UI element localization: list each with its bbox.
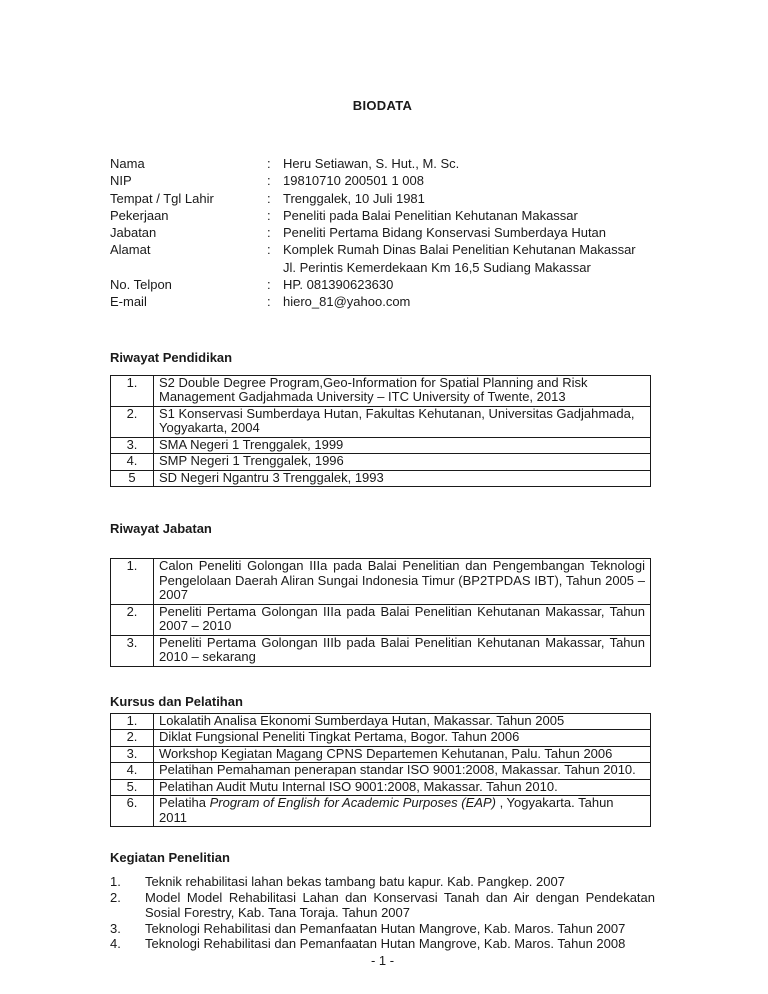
- profile-value: hiero_81@yahoo.com: [283, 294, 411, 310]
- row-number: 6.: [111, 796, 154, 827]
- table-row: [111, 796, 651, 827]
- row-text: S2 Double Degree Program,Geo-Information for Spatial Planning and Risk Management Gadjahmada University – ITC University of Twente, 2013: [154, 375, 651, 406]
- list-item-number: 3.: [110, 920, 121, 936]
- table-row: [111, 763, 651, 780]
- list-item-number: 4.: [110, 936, 121, 952]
- list-item: [110, 936, 655, 952]
- list-item-text: Teknologi Rehabilitasi dan Pemanfaatan Hutan Mangrove, Kab. Maros. Tahun 2007: [145, 920, 626, 936]
- table-row: [111, 437, 651, 454]
- row-number: 1.: [111, 375, 154, 406]
- profile-label: Tempat / Tgl Lahir: [110, 190, 214, 206]
- address-line-1: Komplek Rumah Dinas Balai Penelitian Kehutanan Makassar: [283, 242, 636, 258]
- row-text-suffix: , Yogyakarta. Tahun 2011: [159, 795, 614, 825]
- profile-row-pekerjaan: [110, 207, 655, 224]
- table-row: [111, 713, 651, 730]
- profile-row-tempat-tgl-lahir: [110, 190, 655, 207]
- list-item-text: Model Model Rehabilitasi Lahan dan Konservasi Tanah dan Air dengan Pendekatan Sosial Forestry, Kab. Tana Toraja. Tahun 2007: [145, 889, 655, 921]
- row-text: SMA Negeri 1 Trenggalek, 1999: [154, 437, 651, 454]
- row-text: [154, 796, 651, 827]
- row-text-italic: Program of English for Academic Purposes (EAP): [209, 795, 496, 811]
- row-text: SD Negeri Ngantru 3 Trenggalek, 1993: [154, 470, 651, 487]
- row-text: SMP Negeri 1 Trenggalek, 1996: [154, 454, 651, 471]
- profile-section: [110, 155, 655, 311]
- positions-table: [110, 558, 651, 667]
- profile-value: 19810710 200501 1 008: [283, 173, 424, 189]
- table-row: [111, 454, 651, 471]
- row-text: Peneliti Pertama Golongan IIIa pada Balai Penelitian Kehutanan Makassar, Tahun 2007 – 2010: [154, 604, 651, 635]
- profile-label: NIP: [110, 173, 132, 189]
- profile-separator: :: [267, 190, 271, 206]
- row-number: 2.: [111, 730, 154, 747]
- table-row: [111, 730, 651, 747]
- row-text: Calon Peneliti Golongan IIIa pada Balai Penelitian dan Pengembangan Teknologi Pengelolaan Daerah Aliran Sungai Indonesia Timur (BP2TPDAS IBT), Tahun 2005 – 2007: [154, 559, 651, 605]
- profile-label: Jabatan: [110, 225, 157, 241]
- row-number: 4.: [111, 763, 154, 780]
- row-text-prefix: Pelatiha: [159, 795, 210, 811]
- row-number: 4.: [111, 454, 154, 471]
- list-item: [110, 921, 655, 937]
- address-line-2: Jl. Perintis Kemerdekaan Km 16,5 Sudiang Makassar: [283, 259, 591, 275]
- profile-value: [283, 241, 655, 276]
- profile-label: Pekerjaan: [110, 207, 169, 223]
- profile-label: Nama: [110, 156, 145, 171]
- list-item-number: 1.: [110, 874, 121, 890]
- page-number: - 1 -: [370, 952, 395, 968]
- list-item-text: Teknik rehabilitasi lahan bekas tambang batu kapur. Kab. Pangkep. 2007: [145, 874, 565, 890]
- row-number: 5: [111, 470, 154, 487]
- profile-value: Peneliti pada Balai Penelitian Kehutanan Makassar: [283, 207, 578, 223]
- profile-separator: :: [267, 242, 271, 258]
- list-item: [110, 874, 655, 890]
- table-row: [111, 635, 651, 666]
- list-item-number: 2.: [110, 889, 121, 905]
- row-number: 1.: [111, 713, 154, 730]
- profile-separator: :: [267, 225, 271, 241]
- section-heading-riwayat-jabatan: Riwayat Jabatan: [110, 521, 212, 537]
- profile-label: No. Telpon: [110, 277, 172, 293]
- profile-row-nip: [110, 172, 655, 189]
- profile-value: Trenggalek, 10 Juli 1981: [283, 190, 425, 206]
- profile-value: HP. 081390623630: [283, 277, 394, 293]
- profile-separator: :: [267, 156, 271, 171]
- section-heading-kursus-pelatihan: Kursus dan Pelatihan: [110, 693, 243, 709]
- row-text: Pelatihan Audit Mutu Internal ISO 9001:2008, Makassar. Tahun 2010.: [154, 779, 651, 796]
- research-list: [110, 874, 655, 952]
- row-text: Workshop Kegiatan Magang CPNS Departemen Kehutanan, Palu. Tahun 2006: [154, 746, 651, 763]
- row-number: 2.: [111, 604, 154, 635]
- table-row: [111, 779, 651, 796]
- profile-row-jabatan: [110, 224, 655, 241]
- profile-row-email: [110, 293, 655, 310]
- row-number: 1.: [111, 559, 154, 605]
- training-table: [110, 713, 651, 828]
- row-text: Lokalatih Analisa Ekonomi Sumberdaya Hutan, Makassar. Tahun 2005: [154, 713, 651, 730]
- table-row: [111, 406, 651, 437]
- row-text: S1 Konservasi Sumberdaya Hutan, Fakultas Kehutanan, Universitas Gadjahmada, Yogyakarta, 2004: [154, 406, 651, 437]
- profile-row-nama: [110, 155, 655, 172]
- section-heading-riwayat-pendidikan: Riwayat Pendidikan: [110, 349, 233, 365]
- table-row: [111, 559, 651, 605]
- list-item: [110, 890, 655, 921]
- profile-value: Peneliti Pertama Bidang Konservasi Sumberdaya Hutan: [283, 225, 607, 241]
- table-row: [111, 746, 651, 763]
- profile-value: Heru Setiawan, S. Hut., M. Sc.: [283, 156, 460, 171]
- profile-label: Alamat: [110, 242, 151, 258]
- row-number: 5.: [111, 779, 154, 796]
- profile-separator: :: [267, 294, 271, 310]
- education-table: [110, 375, 651, 488]
- profile-row-alamat: [110, 241, 655, 276]
- profile-separator: :: [267, 173, 271, 189]
- document-title: BIODATA: [352, 98, 413, 113]
- row-number: 3.: [111, 437, 154, 454]
- table-row: [111, 375, 651, 406]
- row-text: Pelatihan Pemahaman penerapan standar ISO 9001:2008, Makassar. Tahun 2010.: [154, 763, 651, 780]
- profile-separator: :: [267, 277, 271, 293]
- table-row: [111, 470, 651, 487]
- row-text: Diklat Fungsional Peneliti Tingkat Pertama, Bogor. Tahun 2006: [154, 730, 651, 747]
- section-heading-kegiatan-penelitian: Kegiatan Penelitian: [110, 850, 230, 866]
- row-number: 3.: [111, 746, 154, 763]
- profile-label: E-mail: [110, 294, 147, 310]
- profile-row-telpon: [110, 276, 655, 293]
- table-row: [111, 604, 651, 635]
- row-number: 2.: [111, 406, 154, 437]
- list-item-text: Teknologi Rehabilitasi dan Pemanfaatan Hutan Mangrove, Kab. Maros. Tahun 2008: [145, 936, 626, 952]
- row-text: Peneliti Pertama Golongan IIIb pada Balai Penelitian Kehutanan Makassar, Tahun 2010 – sekarang: [154, 635, 651, 666]
- row-number: 3.: [111, 635, 154, 666]
- profile-separator: :: [267, 207, 271, 223]
